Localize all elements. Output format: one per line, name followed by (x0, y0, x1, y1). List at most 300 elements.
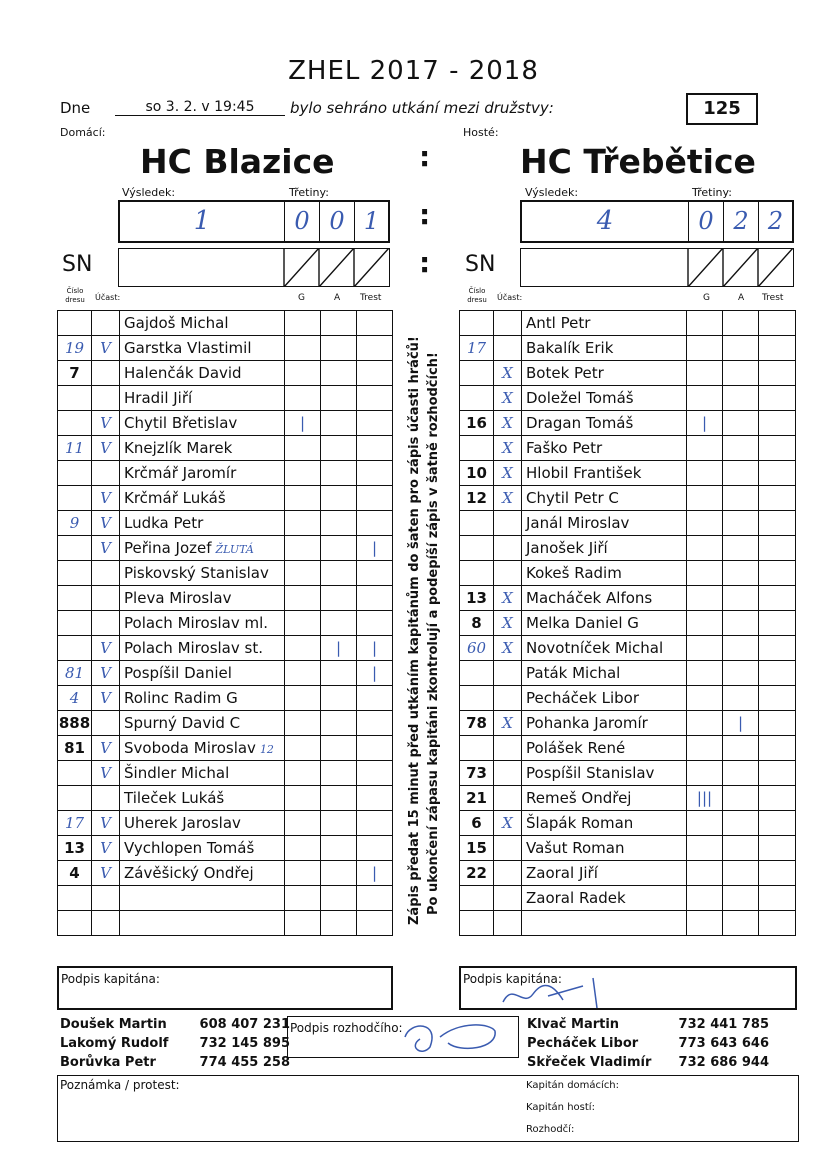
home-player-row (58, 561, 393, 586)
goals-mark (285, 861, 321, 886)
player-name-text: Faško Petr (526, 439, 603, 457)
player-name-text: Gajdoš Michal (124, 314, 229, 332)
away-label: Hosté: (463, 126, 499, 139)
attendance-mark: X (494, 361, 522, 386)
attendance-mark: V (92, 811, 120, 836)
away-player-row (460, 511, 796, 536)
attendance-mark: X (494, 461, 522, 486)
player-name (522, 486, 687, 511)
assists-mark (321, 586, 357, 611)
penalty-mark: | (357, 661, 393, 686)
away-player-row (460, 436, 796, 461)
home-result: 1 (193, 206, 211, 236)
assists-mark (321, 611, 357, 636)
away-player-row (460, 661, 796, 686)
penalty-mark (357, 411, 393, 436)
player-name (120, 686, 285, 711)
home-player-row (58, 336, 393, 361)
away-captain-sign-label: Podpis kapitána: (463, 972, 562, 986)
goals-mark (687, 836, 723, 861)
player-number: 60 (460, 636, 494, 661)
sheet-title: ZHEL 2017 - 2018 (288, 56, 539, 86)
assists-mark (723, 836, 759, 861)
goals-mark (285, 711, 321, 736)
player-number: 9 (58, 511, 92, 536)
home-col-g: G (298, 293, 305, 303)
player-number (58, 311, 92, 336)
assists-mark (321, 411, 357, 436)
away-col-trest: Trest (762, 293, 784, 303)
attendance-mark (92, 561, 120, 586)
note-label: Poznámka / protest: (60, 1078, 180, 1092)
goals-mark (687, 311, 723, 336)
attendance-mark: V (92, 436, 120, 461)
player-name-text: Antl Petr (526, 314, 591, 332)
home-score-box (118, 200, 390, 243)
away-player-row (460, 536, 796, 561)
goals-mark (285, 536, 321, 561)
player-name (522, 411, 687, 436)
away-player-row (460, 886, 796, 911)
player-name-text: Polach Miroslav ml. (124, 614, 269, 632)
penalty-mark (357, 686, 393, 711)
penalty-mark (759, 336, 796, 361)
penalty-mark (357, 586, 393, 611)
attendance-mark (92, 886, 120, 911)
goals-mark (285, 436, 321, 461)
attendance-mark: X (494, 586, 522, 611)
assists-mark (321, 786, 357, 811)
contact-phone: 732 441 785 (678, 1017, 769, 1032)
penalty-mark (357, 736, 393, 761)
player-name-text: Zaoral Jiří (526, 864, 598, 882)
player-name-text: Polášek René (526, 739, 626, 757)
home-player-row (58, 411, 393, 436)
attendance-mark (92, 611, 120, 636)
note-box (57, 1075, 799, 1142)
goals-mark (687, 436, 723, 461)
goals-mark (285, 386, 321, 411)
goals-mark (687, 861, 723, 886)
penalty-mark (759, 736, 796, 761)
attendance-mark: V (92, 861, 120, 886)
home-player-row (58, 911, 393, 936)
player-name-text: Remeš Ondřej (526, 789, 632, 807)
assists-mark (723, 586, 759, 611)
penalty-mark (357, 761, 393, 786)
goals-mark (285, 586, 321, 611)
penalty-mark (759, 711, 796, 736)
player-name-text: Ludka Petr (124, 514, 204, 532)
player-name (522, 461, 687, 486)
attendance-mark (92, 786, 120, 811)
home-col-a: A (334, 293, 341, 303)
home-col-trest: Trest (360, 293, 382, 303)
home-col-attendance: Účast: (95, 293, 121, 302)
player-name-text: Hlobil František (526, 464, 642, 482)
assists-mark (321, 511, 357, 536)
player-name-text: Uherek Jaroslav (124, 814, 241, 832)
home-roster-table (57, 310, 393, 936)
home-player-row (58, 511, 393, 536)
goals-mark (687, 486, 723, 511)
player-name (522, 511, 687, 536)
assists-mark (321, 886, 357, 911)
attendance-mark: V (92, 661, 120, 686)
player-name-text: Janál Miroslav (526, 514, 630, 532)
home-captain-sign-box (57, 966, 393, 1010)
away-col-a: A (738, 293, 745, 303)
attendance-mark (494, 761, 522, 786)
penalty-mark (357, 561, 393, 586)
assists-mark (723, 911, 759, 936)
player-name (522, 661, 687, 686)
away-player-row (460, 561, 796, 586)
assists-mark (723, 436, 759, 461)
assists-mark (723, 686, 759, 711)
assists-mark (723, 561, 759, 586)
away-player-row (460, 486, 796, 511)
contact-name: Lakomý Rudolf (60, 1036, 169, 1051)
away-player-row (460, 711, 796, 736)
goals-mark (687, 511, 723, 536)
assists-mark (321, 836, 357, 861)
player-name (120, 436, 285, 461)
assists-mark (321, 311, 357, 336)
player-number (58, 536, 92, 561)
date-value: so 3. 2. v 19:45 (115, 99, 285, 116)
away-result: 4 (596, 206, 614, 236)
player-name (120, 586, 285, 611)
attendance-mark (92, 311, 120, 336)
player-name (120, 786, 285, 811)
attendance-mark (494, 661, 522, 686)
away-player-row (460, 336, 796, 361)
home-player-row (58, 361, 393, 386)
home-player-row (58, 886, 393, 911)
home-player-row (58, 861, 393, 886)
penalty-mark (759, 786, 796, 811)
player-number: 12 (460, 486, 494, 511)
home-player-row (58, 686, 393, 711)
attendance-mark (494, 861, 522, 886)
attendance-mark: V (92, 486, 120, 511)
player-name (120, 911, 285, 936)
goals-mark (687, 386, 723, 411)
player-name-text: Krčmář Lukáš (124, 489, 226, 507)
player-name (522, 361, 687, 386)
penalty-mark (759, 636, 796, 661)
player-name-text: Polach Miroslav st. (124, 639, 263, 657)
player-name-text: Šindler Michal (124, 764, 230, 782)
home-player-row (58, 711, 393, 736)
player-name-text: Knejzlík Marek (124, 439, 233, 457)
penalty-mark (759, 686, 796, 711)
home-player-row (58, 836, 393, 861)
player-name (120, 311, 285, 336)
contact-name: Pecháček Libor (527, 1036, 639, 1051)
attendance-mark: X (494, 486, 522, 511)
penalty-mark (357, 811, 393, 836)
away-periods-label: Třetiny: (692, 186, 732, 199)
player-name-text: Dragan Tomáš (526, 414, 634, 432)
away-player-row (460, 386, 796, 411)
away-sn-slashes (520, 248, 794, 287)
home-label: Domácí: (60, 126, 106, 139)
home-periods (284, 202, 388, 241)
player-name-text: Vašut Roman (526, 839, 625, 857)
away-player-row (460, 311, 796, 336)
player-name (120, 661, 285, 686)
away-periods (688, 202, 792, 241)
player-number (58, 611, 92, 636)
player-name-text: Vychlopen Tomáš (124, 839, 255, 857)
away-player-row (460, 461, 796, 486)
player-name-text: Kokeš Radim (526, 564, 622, 582)
player-name (120, 561, 285, 586)
player-name-text: Závěšický Ondřej (124, 864, 254, 882)
player-name (522, 736, 687, 761)
assists-mark (321, 486, 357, 511)
player-name (522, 836, 687, 861)
player-name (522, 811, 687, 836)
match-number: 125 (686, 93, 758, 125)
away-col-number: Číslo dresu (467, 287, 487, 304)
player-name (522, 436, 687, 461)
assists-mark (321, 561, 357, 586)
contact-name: Borůvka Petr (60, 1055, 156, 1070)
attendance-mark (494, 736, 522, 761)
penalty-mark (357, 311, 393, 336)
away-player-row (460, 361, 796, 386)
player-name-text: Chytil Petr C (526, 489, 619, 507)
player-name (120, 361, 285, 386)
vertical-instruction-2: Po ukončení zápasu kapitáni zkontrolují a podepíší zápis v šatně rozhodčích! (426, 352, 441, 915)
player-name (120, 536, 285, 561)
away-result-label: Výsledek: (525, 186, 579, 199)
player-number: 81 (58, 661, 92, 686)
attendance-mark (494, 561, 522, 586)
away-player-row (460, 861, 796, 886)
penalty-mark (357, 361, 393, 386)
player-number (58, 461, 92, 486)
player-name (120, 736, 285, 761)
player-name-text: Tileček Lukáš (124, 789, 225, 807)
player-number: 73 (460, 761, 494, 786)
player-number: 17 (58, 811, 92, 836)
goals-mark (285, 561, 321, 586)
attendance-mark: V (92, 411, 120, 436)
home-player-row (58, 736, 393, 761)
assists-mark (321, 686, 357, 711)
goals-mark (687, 886, 723, 911)
player-name (120, 811, 285, 836)
separator-colon: : (419, 140, 431, 173)
goals-mark (285, 886, 321, 911)
player-number: 4 (58, 861, 92, 886)
sn-colon: : (419, 246, 431, 279)
player-number (460, 886, 494, 911)
referee-sign-box (287, 1016, 519, 1058)
player-name-text: Novotníček Michal (526, 639, 664, 657)
penalty-mark (759, 886, 796, 911)
player-number: 19 (58, 336, 92, 361)
assists-mark (321, 861, 357, 886)
contact-phone: 773 643 646 (678, 1036, 769, 1051)
left-contact-2 (60, 1036, 290, 1055)
left-contacts (60, 1017, 290, 1074)
penalty-mark (357, 836, 393, 861)
player-name (522, 611, 687, 636)
referee-signature (400, 1017, 510, 1057)
player-name (522, 861, 687, 886)
player-number (58, 886, 92, 911)
attendance-mark (92, 711, 120, 736)
attendance-mark (494, 836, 522, 861)
goals-mark: ||| (687, 786, 723, 811)
referee-sign-label: Podpis rozhodčího: (290, 1021, 403, 1035)
assists-mark (723, 536, 759, 561)
player-number (460, 361, 494, 386)
goals-mark (285, 811, 321, 836)
player-name (120, 461, 285, 486)
goals-mark (687, 811, 723, 836)
goals-mark (285, 636, 321, 661)
goals-mark (687, 711, 723, 736)
player-name (120, 711, 285, 736)
player-name (522, 561, 687, 586)
player-name-text: Svoboda Miroslav (124, 739, 256, 757)
player-number (58, 411, 92, 436)
player-number: 16 (460, 411, 494, 436)
home-sn-slashes (118, 248, 390, 287)
assists-mark (321, 386, 357, 411)
assists-mark (723, 761, 759, 786)
home-period-2: 0 (319, 202, 354, 241)
penalty-mark: | (357, 861, 393, 886)
left-contact-1 (60, 1017, 290, 1036)
goals-mark (285, 786, 321, 811)
attendance-mark: V (92, 686, 120, 711)
attendance-mark (494, 911, 522, 936)
attendance-mark (92, 361, 120, 386)
away-player-row (460, 761, 796, 786)
contact-phone: 732 145 895 (199, 1036, 290, 1051)
date-label: Dne (60, 99, 91, 117)
right-contact-3 (527, 1055, 769, 1074)
assists-mark (321, 361, 357, 386)
assists-mark (321, 736, 357, 761)
penalty-mark (759, 911, 796, 936)
player-name-text: Macháček Alfons (526, 589, 653, 607)
attendance-mark: V (92, 736, 120, 761)
player-number: 15 (460, 836, 494, 861)
away-team-name: HC Třebětice (520, 142, 756, 181)
goals-mark (285, 761, 321, 786)
assists-mark (321, 761, 357, 786)
player-name (120, 386, 285, 411)
player-name (120, 761, 285, 786)
penalty-mark (759, 386, 796, 411)
penalty-mark (759, 761, 796, 786)
penalty-mark (759, 461, 796, 486)
player-name (522, 586, 687, 611)
vertical-instruction-1: Zápis předat 15 minut před utkáním kapitánům do šaten pro zápis účasti hráčů! (407, 336, 422, 925)
player-name-text: Pospíšil Stanislav (526, 764, 655, 782)
assists-mark (723, 361, 759, 386)
goals-mark (285, 311, 321, 336)
assists-mark (723, 861, 759, 886)
player-name (120, 886, 285, 911)
goals-mark (285, 511, 321, 536)
goals-mark (285, 611, 321, 636)
away-player-row (460, 911, 796, 936)
player-name-text: Doležel Tomáš (526, 389, 634, 407)
assists-mark (321, 436, 357, 461)
assists-mark (723, 886, 759, 911)
away-player-row (460, 686, 796, 711)
player-number: 888 (58, 711, 92, 736)
player-number (460, 311, 494, 336)
assists-mark (321, 911, 357, 936)
attendance-mark (92, 911, 120, 936)
attendance-mark: V (92, 836, 120, 861)
away-captain-signature (493, 974, 613, 1012)
captain-home-label: Kapitán domácích: (526, 1080, 620, 1091)
player-number: 13 (58, 836, 92, 861)
penalty-mark: | (357, 636, 393, 661)
player-note: ŽLUTÁ (215, 543, 254, 556)
away-player-row (460, 836, 796, 861)
attendance-mark (494, 511, 522, 536)
attendance-mark: V (92, 536, 120, 561)
player-number: 78 (460, 711, 494, 736)
goals-mark (285, 336, 321, 361)
player-number: 11 (58, 436, 92, 461)
away-period-3: 2 (758, 202, 792, 241)
attendance-mark: V (92, 636, 120, 661)
home-sn-box (118, 248, 390, 287)
player-number (460, 436, 494, 461)
player-number (58, 561, 92, 586)
penalty-mark (759, 661, 796, 686)
assists-mark (723, 636, 759, 661)
goals-mark (285, 361, 321, 386)
away-sn-label: SN (465, 252, 496, 277)
player-number (460, 661, 494, 686)
home-player-row (58, 636, 393, 661)
assists-mark (321, 461, 357, 486)
player-number (460, 686, 494, 711)
player-number (58, 586, 92, 611)
penalty-mark (759, 436, 796, 461)
player-name (522, 786, 687, 811)
player-name (522, 636, 687, 661)
contact-name: Doušek Martin (60, 1017, 167, 1032)
right-contacts (527, 1017, 769, 1074)
player-number: 8 (460, 611, 494, 636)
player-name (120, 336, 285, 361)
away-player-row (460, 611, 796, 636)
player-name-text: Melka Daniel G (526, 614, 639, 632)
goals-mark (687, 461, 723, 486)
player-name (522, 886, 687, 911)
penalty-mark (357, 711, 393, 736)
player-name (522, 386, 687, 411)
player-name (120, 486, 285, 511)
player-number (460, 736, 494, 761)
score-colon: : (419, 198, 431, 231)
